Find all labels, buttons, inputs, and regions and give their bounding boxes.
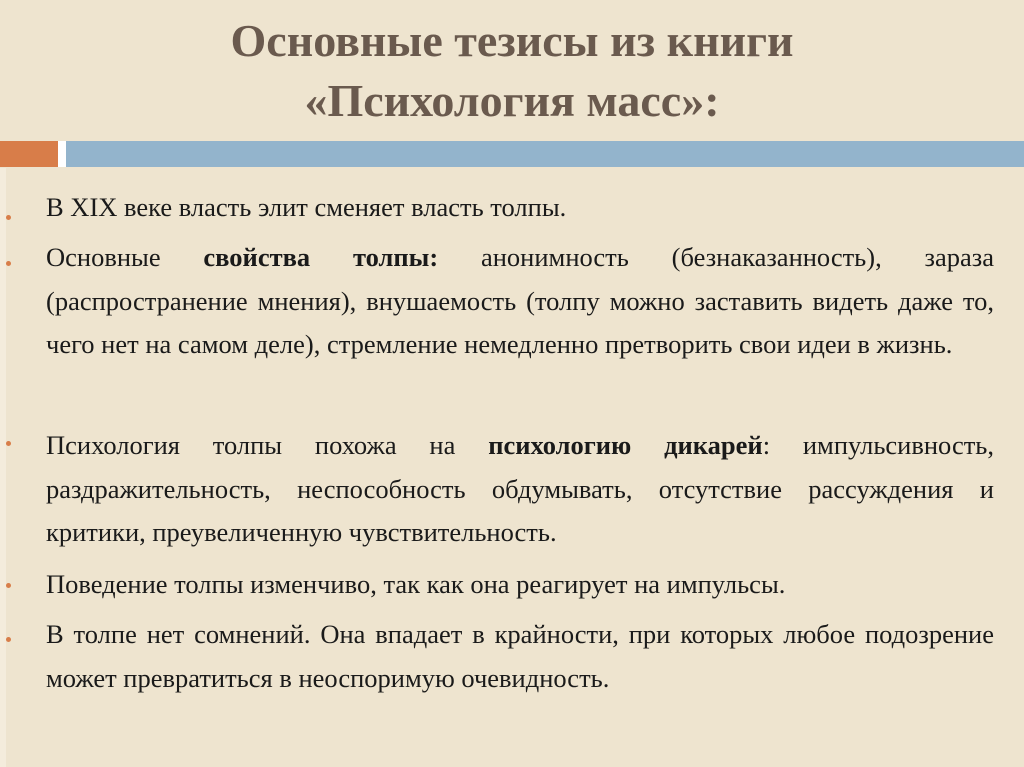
list-item: [46, 424, 994, 555]
list-item-text: Основные: [46, 242, 204, 272]
list-item: [46, 186, 994, 230]
list-item-text: В XIX веке власть элит сменяет власть толпы.: [46, 192, 567, 222]
list-item-text: анонимность (безнаказанность), зараза (распространение мнения), внушаемость (толпу можно заставить видеть даже то, чего нет на самом деле), стремление немедленно претворить свои идеи в жизнь.: [46, 242, 994, 359]
list-item-bold: свойства толпы:: [203, 242, 439, 272]
list-item: [46, 236, 994, 367]
bullet-dot-icon: [6, 582, 14, 590]
bullet-dot-icon: [6, 440, 14, 448]
bullet-dot-icon: [6, 260, 14, 268]
accent-bar-orange: [0, 141, 58, 167]
left-border-strip: [0, 168, 6, 767]
list-item: [46, 563, 994, 607]
slide-title: [0, 0, 1024, 140]
bullet-dot-icon: [6, 214, 14, 222]
list-item: [46, 613, 994, 700]
title-line-1: Основные тезисы из книги: [230, 15, 794, 66]
title-line-2: «Психология масс»:: [304, 75, 720, 126]
accent-gap: [58, 141, 66, 167]
list-item-text: Психология толпы похожа на: [46, 430, 489, 460]
list-item-text: : импульсивность, раздражительность, неспособность обдумывать, отсутствие рассуждения и критики, преувеличенную чувствительность.: [46, 430, 994, 547]
list-item-text: В толпе нет сомнений. Она впадает в крайности, при которых любое подозрение может превратиться в неоспоримую очевидность.: [46, 619, 994, 693]
list-item-text: Поведение толпы изменчиво, так как она реагирует на импульсы.: [46, 569, 786, 599]
bullet-dot-icon: [6, 636, 14, 644]
accent-bar-blue: [66, 141, 1024, 167]
list-item-bold: психологию дикарей: [488, 430, 763, 460]
